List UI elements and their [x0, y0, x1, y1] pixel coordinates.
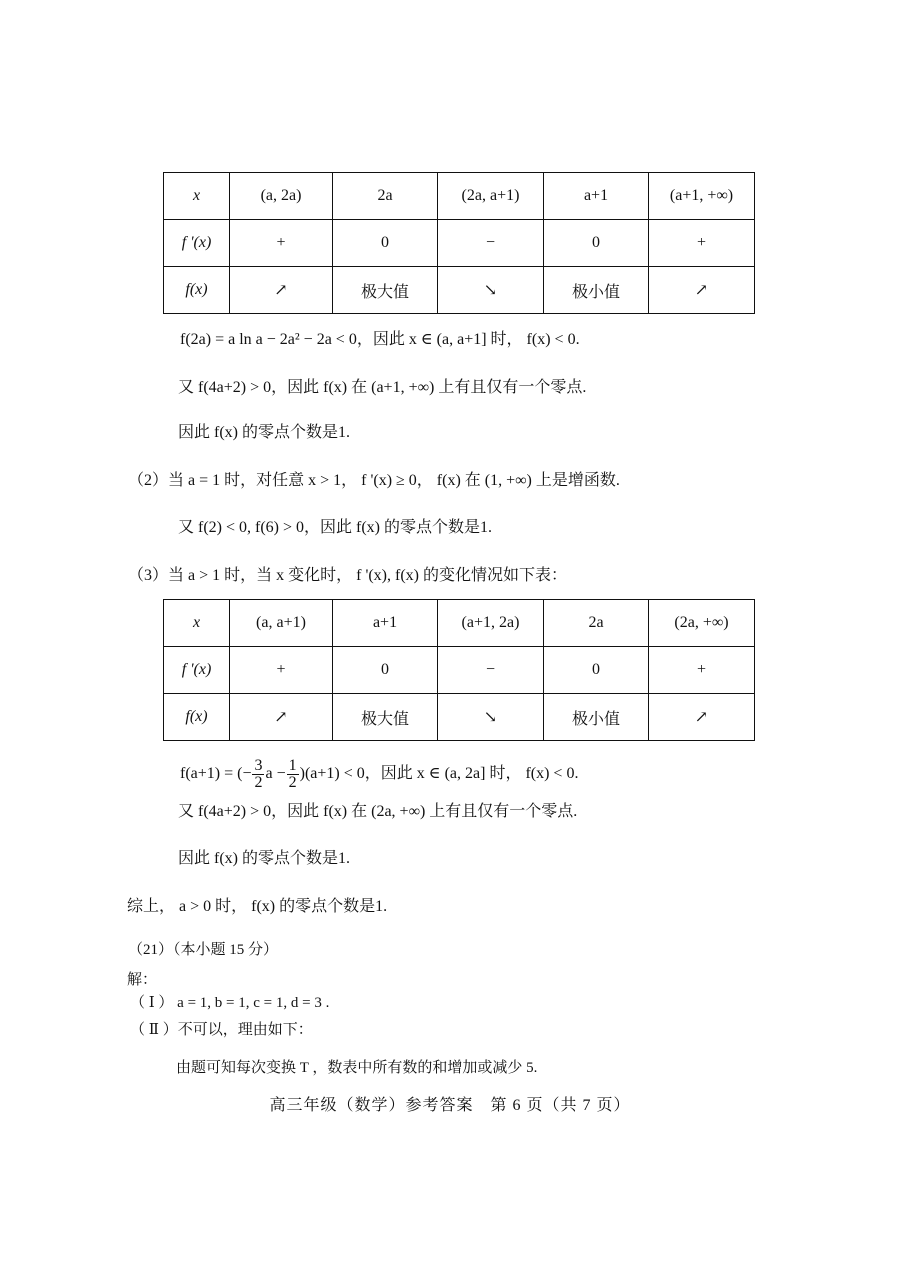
table-cell: 极大值 — [333, 694, 438, 741]
table-cell: a+1 — [544, 173, 649, 220]
table-cell: − — [438, 647, 544, 694]
fraction — [287, 758, 299, 791]
table-cell: (a, 2a) — [230, 173, 333, 220]
table-row — [164, 220, 755, 267]
table-cell: 极大值 — [333, 267, 438, 314]
table-row — [164, 600, 755, 647]
math-text: )(a+1) < 0，因此 x ∈ (a, 2a] 时， f(x) < 0. — [299, 765, 579, 783]
table-cell: 2a — [544, 600, 649, 647]
numerator: 3 — [254, 757, 263, 774]
variation-table-2 — [163, 599, 755, 741]
table-cell: (a+1, +∞) — [649, 173, 755, 220]
table-cell: ↗ — [649, 694, 755, 741]
text-line: f(2a) = a ln a − 2a² − 2a < 0，因此 x ∈ (a, a+1] 时， f(x) < 0. — [180, 331, 580, 348]
table-row — [164, 267, 755, 314]
math-text: a − — [265, 765, 286, 783]
case-2-line: （2）当 a = 1 时，对任意 x > 1， f '(x) ≥ 0， f(x) 在 (1, +∞) 上是增函数. — [128, 472, 620, 489]
denominator: 2 — [288, 774, 297, 791]
text-line: 由题可知每次变换 T ，数表中所有数的和增加或减少 5. — [176, 1060, 538, 1076]
table-cell: 0 — [333, 647, 438, 694]
table-cell: x — [164, 173, 230, 220]
question-21-title: （21）（本小题 15 分） — [128, 942, 279, 958]
table-cell: 0 — [544, 647, 649, 694]
table-cell: 0 — [333, 220, 438, 267]
text-line: 又 f(4a+2) > 0，因此 f(x) 在 (2a, +∞) 上有且仅有一个零点. — [178, 803, 578, 820]
page-footer: 高三年级（数学）参考答案 第 6 页（共 7 页） — [269, 1097, 631, 1114]
table-cell: 极小值 — [544, 267, 649, 314]
table-cell: ↗ — [230, 694, 333, 741]
table-cell: ↗ — [649, 267, 755, 314]
case-3-intro: （3）当 a > 1 时，当 x 变化时， f '(x), f(x) 的变化情况如下表： — [128, 567, 567, 584]
denominator: 2 — [254, 774, 263, 791]
table-cell: f(x) — [164, 267, 230, 314]
table-cell: 0 — [544, 220, 649, 267]
table-cell: (a, a+1) — [230, 600, 333, 647]
table-cell: x — [164, 600, 230, 647]
text-line: 又 f(4a+2) > 0，因此 f(x) 在 (a+1, +∞) 上有且仅有一个零点. — [178, 379, 587, 396]
numerator: 1 — [288, 757, 297, 774]
summary-line: 综上， a > 0 时， f(x) 的零点个数是1. — [127, 898, 388, 915]
table-cell: + — [230, 220, 333, 267]
text-line: 又 f(2) < 0, f(6) > 0，因此 f(x) 的零点个数是1. — [178, 519, 493, 536]
part-2-answer: （ Ⅱ ）不可以，理由如下： — [130, 1022, 313, 1038]
solution-label: 解： — [127, 972, 158, 988]
table-cell: ↘ — [438, 694, 544, 741]
table-cell: + — [649, 647, 755, 694]
table-cell: f(x) — [164, 694, 230, 741]
table-cell: + — [230, 647, 333, 694]
fraction-line — [180, 758, 578, 791]
table-cell: ↘ — [438, 267, 544, 314]
table-cell: (2a, +∞) — [649, 600, 755, 647]
text-line: 因此 f(x) 的零点个数是1. — [178, 850, 350, 867]
math-text: f(a+1) = (− — [180, 765, 252, 783]
table-cell: (a+1, 2a) — [438, 600, 544, 647]
table-cell: (2a, a+1) — [438, 173, 544, 220]
table-cell: f '(x) — [164, 220, 230, 267]
table-cell: + — [649, 220, 755, 267]
table-cell: 2a — [333, 173, 438, 220]
part-1-answer: （ Ⅰ ） a = 1, b = 1, c = 1, d = 3 . — [130, 995, 330, 1011]
table-cell: a+1 — [333, 600, 438, 647]
table-row — [164, 694, 755, 741]
table-cell: ↗ — [230, 267, 333, 314]
fraction — [252, 758, 264, 791]
table-cell: 极小值 — [544, 694, 649, 741]
text-line: 因此 f(x) 的零点个数是1. — [178, 424, 350, 441]
table-row — [164, 173, 755, 220]
table-cell: f '(x) — [164, 647, 230, 694]
variation-table-1 — [163, 172, 755, 314]
table-row — [164, 647, 755, 694]
table-cell: − — [438, 220, 544, 267]
